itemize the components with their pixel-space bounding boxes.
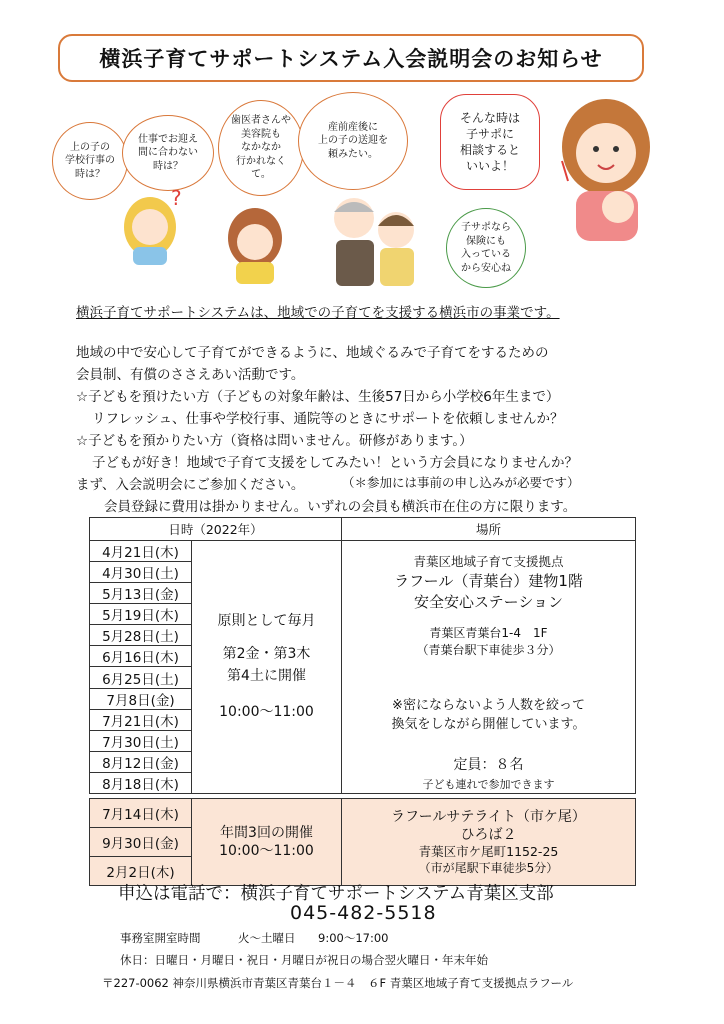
satellite-schedule-cell: 年間3回の開催 10:00～11:00: [192, 799, 342, 886]
date-cell: 6月25日(土): [90, 667, 192, 688]
intro-text: 横浜子育てサポートシステムは、地域での子育てを支援する横浜市の事業です。: [76, 305, 560, 321]
date-cell: 4月21日(木): [90, 541, 192, 562]
phone-number: 045-482-5518: [290, 902, 437, 924]
body-line-7: まず、入会説明会にご参加ください。: [76, 477, 305, 493]
svg-text:?: ?: [171, 186, 182, 210]
date-cell: 5月13日(金): [90, 583, 192, 604]
date-cell: 8月12日(金): [90, 751, 192, 772]
address: 〒227-0062 神奈川県横浜市青葉区青葉台１－４ ６F 青葉区地域子育て支援拠点ラフール: [102, 976, 574, 990]
body-line-3: ☆子どもを預けたい方（子どもの対象年齢は、生後57日から小学校6年生まで）: [76, 389, 560, 405]
speech-bubble-work: 仕事でお迎え 間に合わない 時は？: [122, 115, 214, 191]
speech-bubble-insurance: 子サポなら 保険にも 入っている から安心ね: [446, 208, 526, 288]
col-header-place: 場所: [342, 518, 636, 541]
apply-by-phone: 申込は電話で：横浜子育てサポートシステム青葉区支部: [118, 884, 554, 904]
schedule-table: [89, 517, 636, 794]
date-cell: 7月30日(土): [90, 730, 192, 751]
speech-bubble-school: 上の子の 学校行事の 時は？: [52, 122, 128, 200]
body-line-5: ☆子どもを預かりたい方（資格は問いません。研修があります。）: [76, 433, 473, 449]
date-cell: 4月30日(土): [90, 562, 192, 583]
date-cell: 7月21日(木): [90, 709, 192, 730]
holidays: 休日：日曜日・月曜日・祝日・月曜日が祝日の場合翌火曜日・年末年始: [120, 953, 488, 967]
date-cell: 8月18日(木): [90, 772, 192, 793]
woman-thinking-illustration: [115, 185, 185, 265]
col-header-date: 日時（2022年）: [90, 518, 342, 541]
office-hours-time: 9:00～17:00: [318, 931, 389, 945]
grandparents-illustration: [320, 190, 430, 286]
office-hours-label: 事務室開室時間: [120, 931, 201, 945]
satellite-table: [89, 798, 636, 886]
schedule-cell: 原則として毎月 第2金・第3木 第4土に開催 10:00～11:00: [192, 541, 342, 794]
body-line-2: 会員制、有償のささえあい活動です。: [76, 367, 305, 383]
speech-bubble-maternity: 産前産後に 上の子の送迎を 頼みたい。: [298, 92, 408, 190]
body-line-8: 会員登録に費用は掛かりません。いずれの会員も横浜市在住の方に限ります。: [104, 499, 577, 515]
body-line-6: 子どもが好き！地域で子育て支援をしてみたい！という方会員になりませんか？: [92, 455, 578, 471]
satellite-date-cell: 9月30日(金): [90, 828, 192, 857]
place-cell: 青葉区地域子育て支援拠点 ラフール（青葉台）建物1階 安全安心ステーション 青葉区青葉台1-4 1F （青葉台駅下車徒歩３分） ※密にならないよう人数を絞って 換気をしながら開催しています。 定員：８名 子ども連れで参加できます: [342, 541, 636, 794]
page-title: 横浜子育てサポートシステム入会説明会のお知らせ: [58, 34, 644, 82]
date-cell: 5月19日(木): [90, 604, 192, 625]
date-cell: 5月28日(土): [90, 625, 192, 646]
woman-worried-illustration: [222, 198, 292, 284]
satellite-place-cell: ラフールサテライト（市ケ尾） ひろば２ 青葉区市ケ尾町1152-25 （市が尾駅下車徒歩5分）: [342, 799, 636, 886]
date-cell: 6月16日(木): [90, 646, 192, 667]
satellite-date-cell: 2月2日(木): [90, 857, 192, 886]
body-line-4: リフレッシュ、仕事や学校行事、通院等のときにサポートを依頼しませんか？: [92, 411, 564, 427]
date-cell: 7月8日(金): [90, 688, 192, 709]
body-line-1: 地域の中で安心して子育てができるように、地域ぐるみで子育てをするための: [76, 345, 549, 361]
mother-with-baby-illustration: [548, 95, 660, 245]
speech-bubble-dentist: 歯医者さんや 美容院も なかなか 行かれなくて。: [218, 100, 304, 196]
body-line-7-note: （＊参加には事前の申し込みが必要です）: [342, 475, 580, 490]
satellite-date-cell: 7月14日(木): [90, 799, 192, 828]
office-hours-days: 火～土曜日: [238, 931, 296, 945]
speech-bubble-advice: そんな時は 子サポに 相談すると いいよ！: [440, 94, 540, 190]
